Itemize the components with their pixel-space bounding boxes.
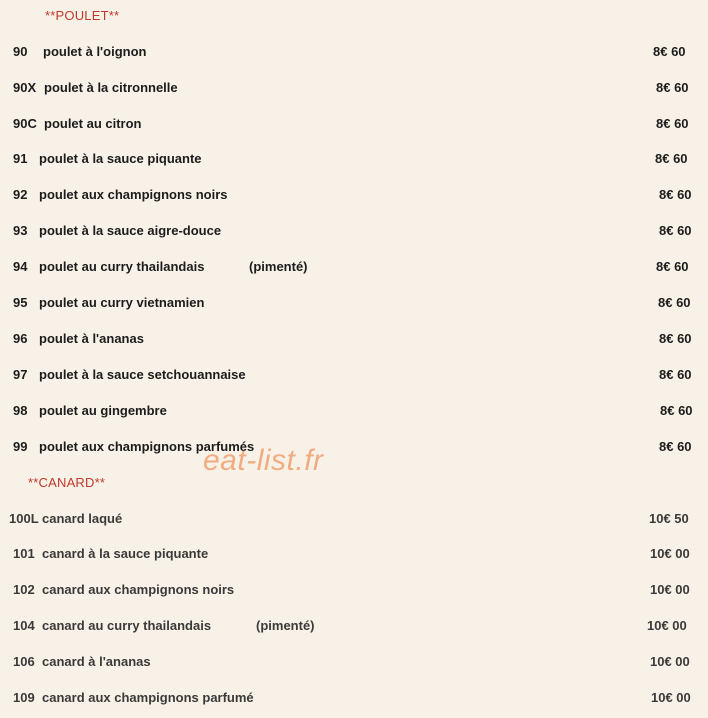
item-number: 90C: [13, 116, 37, 131]
menu-item: [0, 618, 708, 638]
item-name: poulet à la sauce piquante: [39, 151, 202, 166]
item-name: canard à l'ananas: [42, 654, 151, 669]
item-price: 8€ 60: [659, 439, 692, 454]
menu-item: [0, 259, 708, 279]
menu-item: [0, 439, 708, 459]
item-price: 10€ 00: [651, 690, 691, 705]
menu-item: [0, 690, 708, 710]
menu-item: [0, 654, 708, 674]
item-price: 8€ 60: [659, 331, 692, 346]
item-name: poulet à la sauce setchouannaise: [39, 367, 246, 382]
item-number: 109: [13, 690, 35, 705]
item-note: (pimenté): [256, 618, 315, 633]
item-name: poulet à la citronnelle: [44, 80, 178, 95]
item-name: canard au curry thailandais: [42, 618, 212, 633]
item-number: 99: [13, 439, 28, 454]
item-number: 91: [13, 151, 28, 166]
item-number: 90X: [13, 80, 37, 95]
item-price: 8€ 60: [656, 259, 689, 274]
item-price: 8€ 60: [660, 403, 693, 418]
item-number: 97: [13, 367, 28, 382]
menu-item: [0, 187, 708, 207]
menu-item: [0, 546, 708, 566]
item-price: 8€ 60: [656, 80, 689, 95]
item-number: 101: [13, 546, 35, 561]
item-name: canard aux champignons parfumé: [42, 690, 254, 705]
item-price: 8€ 60: [656, 116, 689, 131]
item-number: 102: [13, 582, 35, 597]
item-price: 8€ 60: [659, 187, 692, 202]
item-price: 8€ 60: [655, 151, 688, 166]
item-name: poulet au curry vietnamien: [39, 295, 205, 310]
item-name: poulet à l'ananas: [39, 331, 144, 346]
menu-item: [0, 367, 708, 387]
item-number: 106: [13, 654, 35, 669]
item-price: 8€ 60: [653, 44, 686, 59]
menu-item: [0, 223, 708, 243]
item-price: 8€ 60: [659, 367, 692, 382]
item-price: 10€ 00: [650, 582, 690, 597]
item-name: poulet au gingembre: [39, 403, 167, 418]
item-price: 8€ 60: [659, 223, 692, 238]
item-number: 92: [13, 187, 28, 202]
item-name: canard aux champignons noirs: [42, 582, 235, 597]
section-heading-canard: **CANARD**: [28, 475, 106, 490]
item-number: 95: [13, 295, 28, 310]
section-heading-poulet: **POULET**: [45, 8, 120, 23]
item-name: poulet aux champignons parfumés: [39, 439, 255, 454]
item-name: poulet à la sauce aigre-douce: [39, 223, 222, 238]
menu-item: [0, 582, 708, 602]
item-price: 10€ 00: [650, 546, 690, 561]
item-name: poulet au curry thailandais: [39, 259, 205, 274]
item-name: canard laqué: [42, 511, 123, 526]
menu-item: [0, 44, 708, 64]
item-name: canard à la sauce piquante: [42, 546, 209, 561]
item-price: 10€ 00: [650, 654, 690, 669]
item-number: 93: [13, 223, 28, 238]
item-number: 100L: [9, 511, 39, 526]
item-price: 10€ 50: [649, 511, 689, 526]
item-name: poulet à l'oignon: [43, 44, 147, 59]
item-name: poulet aux champignons noirs: [39, 187, 228, 202]
menu-item: [0, 151, 708, 171]
item-number: 96: [13, 331, 28, 346]
item-note: (pimenté): [249, 259, 308, 274]
menu-item: [0, 511, 708, 531]
menu-item: [0, 403, 708, 423]
menu-item: [0, 331, 708, 351]
item-number: 104: [13, 618, 35, 633]
menu-item: [0, 116, 708, 136]
item-number: 98: [13, 403, 28, 418]
item-name: poulet au citron: [44, 116, 142, 131]
menu-item: [0, 80, 708, 100]
watermark: eat-list.fr: [203, 444, 324, 477]
item-price: 10€ 00: [647, 618, 687, 633]
item-number: 94: [13, 259, 28, 274]
item-price: 8€ 60: [658, 295, 691, 310]
item-number: 90: [13, 44, 28, 59]
menu-item: [0, 295, 708, 315]
